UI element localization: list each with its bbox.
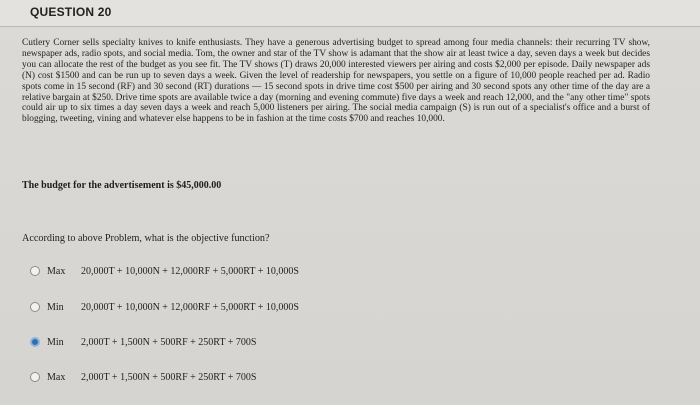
option-4-type: Max xyxy=(47,371,66,383)
option-3-type: Min xyxy=(47,336,64,348)
answer-option-2[interactable] xyxy=(30,298,299,316)
question-title: QUESTION 20 xyxy=(30,5,112,19)
question-body-text: Cutlery Corner sells specialty knives to knife enthusiasts. They have a generous advertising budget to spread among four media channels: their recurring TV show, newspaper ads, radio spots, and social media. Tom, the owner and star of the TV show is adamant that the show air at least twice a day, seven days a week but decides you can allocate the rest of the budget as you see fit. The TV shows (T) draws 20,000 interested viewers per airing and costs $2,000 per episode. Daily newspaper ads (N) cost $1500 and can be run up to seven days a week. Given the level of readership for newspapers, you settle on a figure of 10,000 people reached per ad. Radio spots come in 15 second (RF) and 30 second (RT) durations — 15 second spots in drive time cost $500 per airing and 30 second spots any other time of the day are a relative bargain at $250. Drive time spots are available twice a day (morning and evening commute) five days a week and reach 12,000, and the "any other time" spots could air up to six times a day seven days a week and reach 5,000 listeners per airing. The social media campaign (S) is run out of a specialist's office and a burst of blogging, tweeting, vining and whatever else happens to be in fashion at the time costs $700 and reaches 10,000. xyxy=(22,38,650,125)
budget-statement: The budget for the advertisement is $45,000.00 xyxy=(22,180,222,191)
radio-button-option-3-selected[interactable] xyxy=(30,337,40,347)
option-1-type: Max xyxy=(47,265,66,277)
radio-button-option-2[interactable] xyxy=(30,302,40,312)
option-3-expression: 2,000T + 1,500N + 500RF + 250RT + 700S xyxy=(81,336,257,348)
option-4-expression: 2,000T + 1,500N + 500RF + 250RT + 700S xyxy=(81,371,257,383)
radio-button-option-4[interactable] xyxy=(30,372,40,382)
option-2-type: Min xyxy=(47,301,64,313)
question-prompt: According to above Problem, what is the objective function? xyxy=(22,233,270,244)
answer-option-1[interactable] xyxy=(30,262,299,280)
question-header xyxy=(0,0,700,27)
option-1-expression: 20,000T + 10,000N + 12,000RF + 5,000RT + 10,000S xyxy=(81,265,299,277)
answer-option-3[interactable] xyxy=(30,333,257,351)
option-2-expression: 20,000T + 10,000N + 12,000RF + 5,000RT + 10,000S xyxy=(81,301,299,313)
radio-button-option-1[interactable] xyxy=(30,266,40,276)
answer-option-4[interactable] xyxy=(30,368,257,386)
